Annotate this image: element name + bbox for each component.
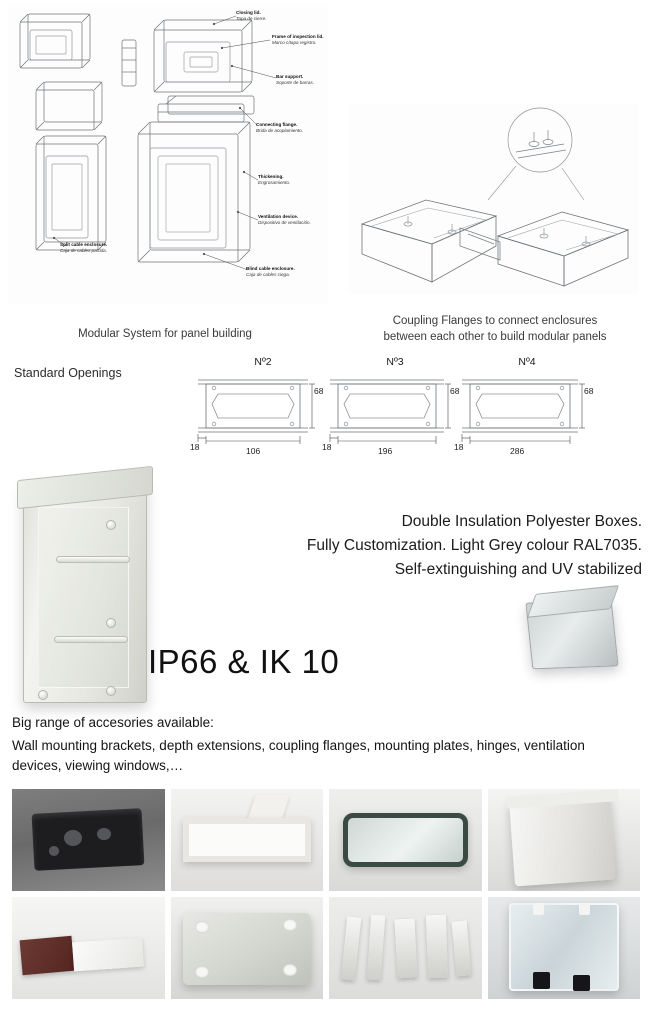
photo-transparent-lid-enclosure xyxy=(488,897,641,999)
hinge-part xyxy=(395,919,418,979)
callout-es: Tapa de cierre. xyxy=(236,15,267,21)
callout-en: Blind cable enclosure. xyxy=(246,266,295,271)
callout-en: Thickening. xyxy=(258,174,284,179)
callout-en: Split cable enclosure. xyxy=(60,242,108,247)
callout-bar-support xyxy=(276,74,314,85)
bracket-hole xyxy=(97,828,111,840)
enclosure-screw xyxy=(195,966,209,977)
callout-es: Soporte de barras. xyxy=(276,79,315,85)
standard-openings-title: Standard Openings xyxy=(14,366,122,380)
enclosure-screw xyxy=(106,520,116,530)
callout-thickening xyxy=(258,174,290,185)
modular-system-caption: Modular System for panel building xyxy=(78,328,252,340)
modular-system-drawing xyxy=(8,4,328,304)
opening-width-dim: 106 xyxy=(246,446,261,456)
enclosure-screw xyxy=(283,919,297,930)
opening-no2 xyxy=(188,356,338,456)
enclosure-clip xyxy=(573,975,590,991)
accessories-body: Wall mounting brackets, depth extensions, coupling flanges, mounting plates, hinges, ventilation devices, viewing windows,… xyxy=(12,738,585,773)
opening-margin-dim: 18 xyxy=(454,442,464,452)
coupling-flanges-caption xyxy=(350,314,640,345)
transparent-enclosure-body xyxy=(509,903,619,991)
coupling-flanges-drawing xyxy=(348,104,638,294)
enclosure-post xyxy=(533,903,544,915)
standard-openings-band xyxy=(0,352,650,460)
callout-ventilation-device xyxy=(258,214,311,225)
hinge-part xyxy=(341,917,361,981)
opening-height-dim: 68 xyxy=(314,386,324,396)
callout-closing-lid xyxy=(236,10,266,21)
enclosure-screw xyxy=(38,690,48,700)
window-glass xyxy=(343,813,468,866)
marketing-line-2: Fully Customization. Light Grey colour RAL7035. xyxy=(306,537,642,555)
callout-en: Bar support. xyxy=(276,74,304,79)
metal-plate xyxy=(72,937,144,970)
enclosure-post xyxy=(579,903,590,915)
accessories-photo-grid xyxy=(12,789,640,999)
enclosure-clip xyxy=(533,972,550,988)
callout-es: Caja de cables ciega. xyxy=(246,271,290,277)
opening-margin-dim: 18 xyxy=(190,442,200,452)
modular-system-svg xyxy=(8,4,328,304)
opening-width-dim: 196 xyxy=(378,446,393,456)
opening-height-dim: 68 xyxy=(450,386,460,396)
bakelite-plate xyxy=(20,936,75,975)
callout-split-cable-enclosure xyxy=(60,242,107,253)
photo-mounting-plates xyxy=(12,897,165,999)
caption-line-2: between each other to build modular panels xyxy=(383,330,607,343)
opening-no2-svg xyxy=(188,370,338,456)
callout-es: Brida de acoplamiento. xyxy=(256,127,303,133)
enclosure-inner-panel xyxy=(38,507,130,688)
accessories-text-band xyxy=(0,712,650,780)
photo-depth-extension xyxy=(171,789,324,891)
photo-hinges-set xyxy=(329,897,482,999)
photo-wall-mounting-bracket xyxy=(12,789,165,891)
enclosure-rod xyxy=(56,556,130,563)
photo-hinged-enclosure xyxy=(171,897,324,999)
photo-viewing-window xyxy=(329,789,482,891)
opening-label: Nº4 xyxy=(518,356,536,368)
callout-frame-inspection-lid xyxy=(272,34,324,45)
opening-height-dim: 68 xyxy=(584,386,594,396)
marketing-line-3: Self-extinguishing and UV stabilized xyxy=(394,561,642,579)
opening-no4-svg xyxy=(452,370,602,456)
enclosure-screw xyxy=(283,964,297,975)
callout-blind-cable-enclosure xyxy=(246,266,295,277)
callout-es: Caja de cables partida. xyxy=(60,247,107,253)
callout-es: Engrosamiento. xyxy=(258,179,291,185)
marketing-line-1: Double Insulation Polyester Boxes. xyxy=(401,513,642,530)
depth-extension-frame xyxy=(183,818,311,863)
opening-no4 xyxy=(452,356,602,456)
opening-label: Nº2 xyxy=(254,356,272,368)
coupling-flanges-svg xyxy=(348,104,638,294)
callout-en: Closing lid. xyxy=(236,10,261,15)
enclosure-screw xyxy=(106,686,116,696)
opening-width-dim: 286 xyxy=(510,446,525,456)
marketing-band xyxy=(0,460,650,712)
opening-no3 xyxy=(320,356,470,456)
hinge-part xyxy=(452,921,472,977)
caption-line-1: Coupling Flanges to connect enclosures xyxy=(392,315,598,327)
main-enclosure-photo xyxy=(14,468,162,713)
hinge-part xyxy=(425,915,447,979)
callout-en: Ventilation device. xyxy=(258,214,299,219)
callout-es: Dispositivo de ventilación. xyxy=(258,219,311,225)
opening-label: Nº3 xyxy=(386,356,404,368)
accessories-heading: Big range of accesories available: xyxy=(12,715,214,730)
opening-no3-svg xyxy=(320,370,470,456)
callout-en: Frame of inspection lid. xyxy=(272,34,324,39)
ip-ik-rating: IP66 & IK 10 xyxy=(148,643,340,680)
marketing-text xyxy=(232,510,642,582)
enclosure-rod xyxy=(54,636,128,643)
photo-depth-extension-enclosure xyxy=(488,789,641,891)
enclosure-screw xyxy=(106,618,116,628)
grey-enclosure-photo xyxy=(520,582,630,687)
opening-margin-dim: 18 xyxy=(322,442,332,452)
callout-es: Marco c/tapa registro. xyxy=(272,39,317,45)
technical-drawings-band xyxy=(0,0,650,352)
hinge-part xyxy=(366,915,384,981)
callout-en: Connecting flange. xyxy=(256,122,298,127)
bracket-body xyxy=(32,809,145,872)
callout-connecting-flange xyxy=(256,122,303,133)
enclosure-screw xyxy=(195,921,209,932)
